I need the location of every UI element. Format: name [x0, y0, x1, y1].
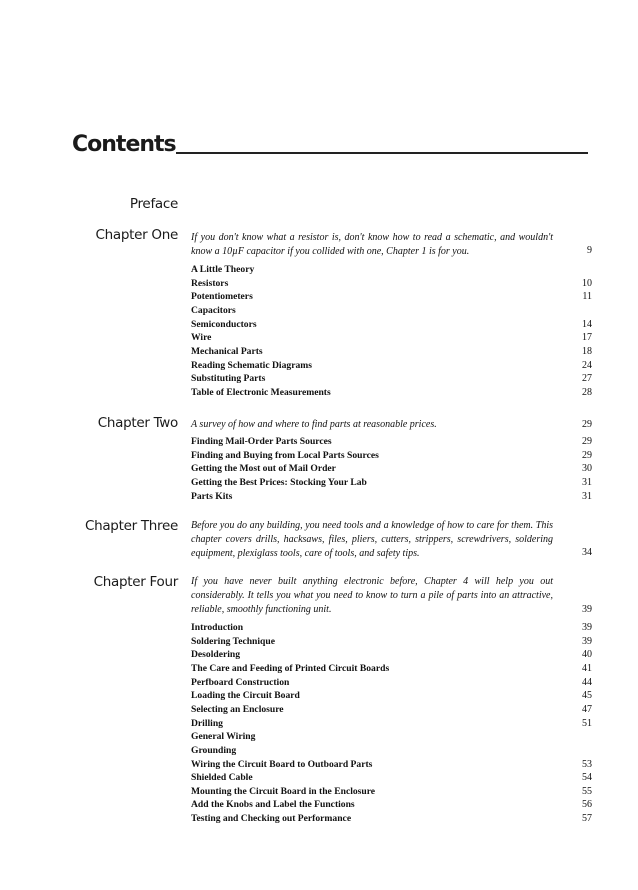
chapter-two-label: Chapter Two [97, 415, 178, 431]
toc-page-number: 56 [582, 799, 592, 810]
toc-page-number: 45 [582, 690, 592, 701]
preface-label: Preface [129, 196, 178, 212]
toc-page-number: 44 [582, 677, 592, 688]
toc-page-number: 30 [582, 463, 592, 474]
title-rule [176, 152, 588, 154]
toc-page-number: 41 [582, 663, 592, 674]
toc-entry: The Care and Feeding of Printed Circuit Boards [191, 663, 390, 674]
toc-entry: Mechanical Parts [191, 346, 263, 357]
chapter-four-description: If you have never built anything electronic before, Chapter 4 will help you out considerably. It tells you what you need to know to turn a pile of parts into an attractive, reliable, smoothly functioning unit. [191, 576, 553, 615]
toc-entry: Parts Kits [191, 491, 233, 502]
chapter-three-page: 34 [582, 547, 592, 558]
toc-entry: Finding Mail-Order Parts Sources [191, 436, 332, 447]
toc-page-number: 39 [582, 636, 592, 647]
toc-entry: Getting the Best Prices: Stocking Your Lab [191, 477, 367, 488]
toc-page-number: 47 [582, 704, 592, 715]
chapter-four-label: Chapter Four [93, 574, 178, 590]
toc-page-number: 14 [582, 319, 592, 330]
toc-page-number: 55 [582, 786, 592, 797]
toc-entry: Perfboard Construction [191, 677, 290, 688]
toc-entry: Mounting the Circuit Board in the Enclosure [191, 786, 376, 797]
toc-page-number: 31 [582, 491, 592, 502]
toc-page-number: 31 [582, 477, 592, 488]
toc-entry: Loading the Circuit Board [191, 690, 300, 701]
toc-page-number: 17 [582, 332, 592, 343]
toc-page-number: 53 [582, 759, 592, 770]
toc-page-number: 27 [582, 373, 592, 384]
toc-entry: Selecting an Enclosure [191, 704, 284, 715]
toc-page-number: 29 [582, 436, 592, 447]
toc-entry: Shielded Cable [191, 772, 253, 783]
toc-entry: Desoldering [191, 649, 241, 660]
toc-entry: Soldering Technique [191, 636, 275, 647]
toc-entry: Testing and Checking out Performance [191, 813, 352, 824]
toc-page-number: 57 [582, 813, 592, 824]
chapter-two-description: A survey of how and where to find parts at reasonable prices. [191, 419, 437, 430]
toc-entry: Semiconductors [191, 319, 257, 330]
toc-page-number: 39 [582, 622, 592, 633]
toc-page-number: 28 [582, 387, 592, 398]
toc-entry: Wire [191, 332, 212, 343]
toc-entry: Table of Electronic Measurements [191, 387, 331, 398]
toc-page-number: 40 [582, 649, 592, 660]
toc-page-number: 11 [582, 291, 592, 302]
toc-page-number: 18 [582, 346, 592, 357]
toc-entry: Potentiometers [191, 291, 253, 302]
toc-entry: Finding and Buying from Local Parts Sources [191, 450, 379, 461]
toc-page-number: 24 [582, 360, 592, 371]
toc-entry: Grounding [191, 745, 237, 756]
toc-entry: General Wiring [191, 731, 256, 742]
toc-page-number: 51 [582, 718, 592, 729]
page-title: Contents [72, 132, 176, 157]
toc-entry: Capacitors [191, 305, 236, 316]
chapter-three-label: Chapter Three [84, 518, 178, 534]
chapter-one-page: 9 [587, 245, 592, 256]
toc-entry: Add the Knobs and Label the Functions [191, 799, 355, 810]
toc-entry: Reading Schematic Diagrams [191, 360, 312, 371]
toc-page-number: 54 [582, 772, 592, 783]
chapter-one-label: Chapter One [95, 227, 178, 243]
toc-entry: Wiring the Circuit Board to Outboard Parts [191, 759, 373, 770]
toc-entry: Drilling [191, 718, 223, 729]
toc-entry: Introduction [191, 622, 244, 633]
toc-entry: Resistors [191, 278, 229, 289]
chapter-four-page: 39 [582, 604, 592, 615]
toc-entry: Substituting Parts [191, 373, 266, 384]
toc-page-number: 29 [582, 450, 592, 461]
toc-entry: A Little Theory [191, 264, 255, 275]
contents-header [72, 132, 592, 158]
toc-entry: Getting the Most out of Mail Order [191, 463, 336, 474]
chapter-two-page: 29 [582, 419, 592, 430]
chapter-one-description: If you don't know what a resistor is, don't know how to read a schematic, and wouldn't know a 10µF capacitor if you collided with one, Chapter 1 is for you. [191, 232, 553, 257]
toc-page-number: 10 [582, 278, 592, 289]
chapter-three-description: Before you do any building, you need tools and a knowledge of how to care for them. This chapter covers drills, hacksaws, files, pliers, cutters, strippers, screwdrivers, soldering equipment, plexiglass tools, care of tools, and safety tips. [191, 520, 553, 559]
